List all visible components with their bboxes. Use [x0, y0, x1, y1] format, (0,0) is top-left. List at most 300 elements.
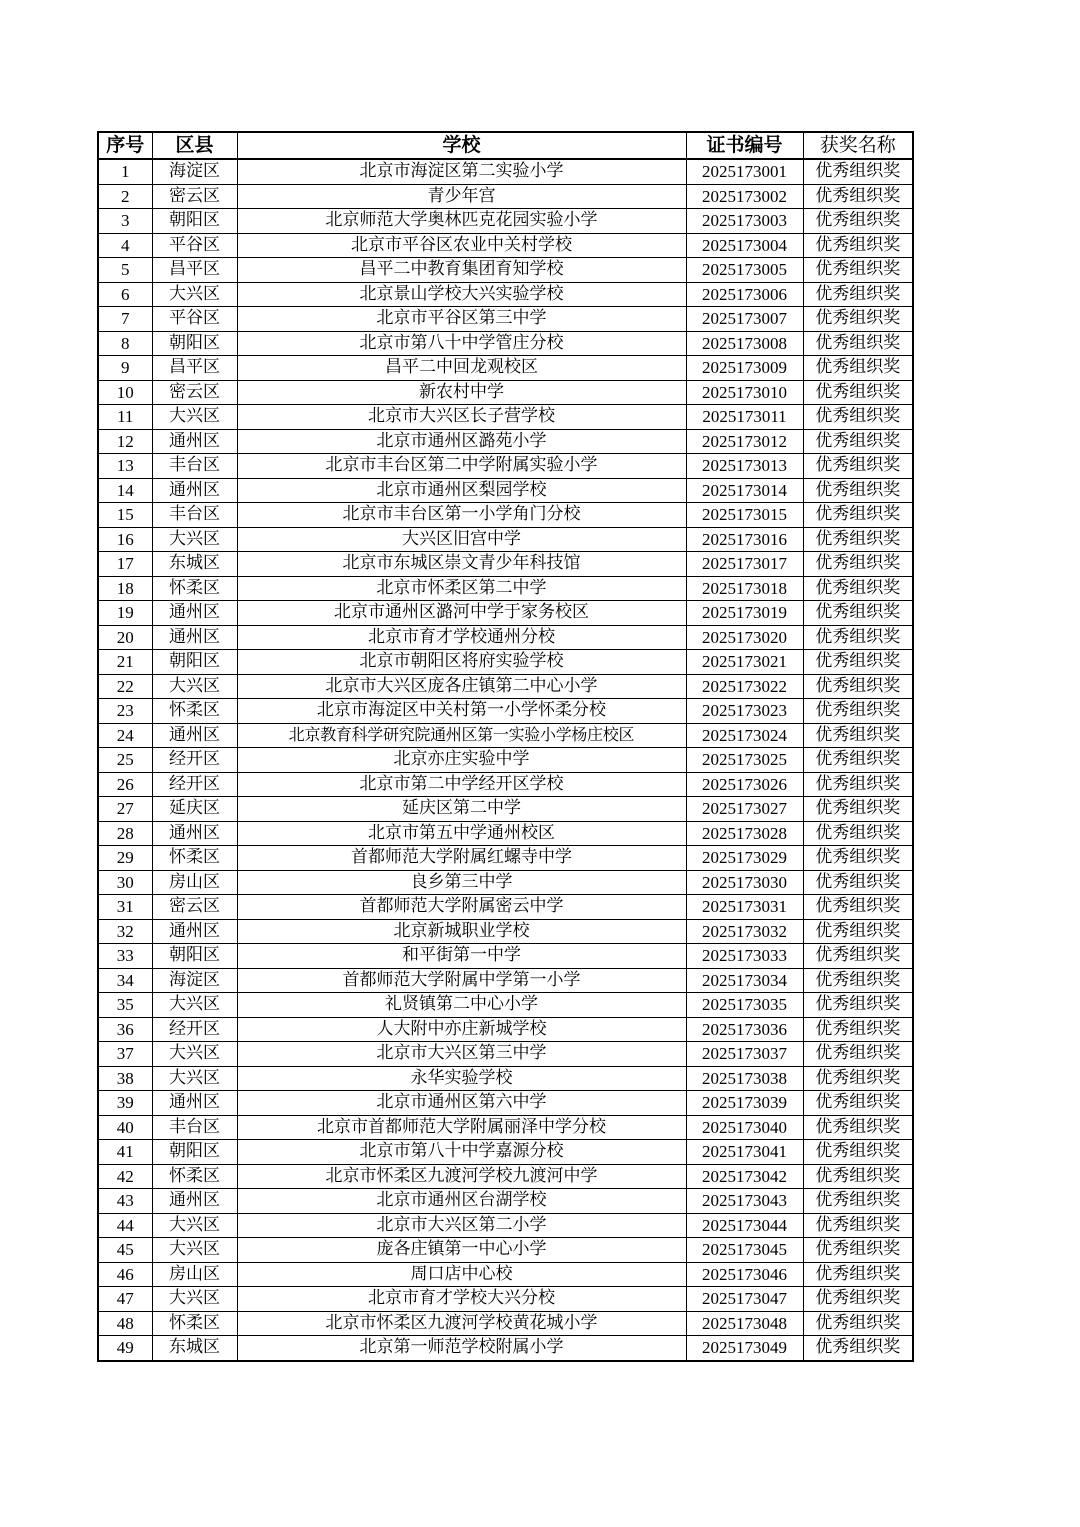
table-row — [98, 405, 913, 430]
table-row — [98, 723, 913, 748]
table-cell-school: 北京市怀柔区九渡河学校九渡河中学 — [237, 1164, 686, 1189]
table-cell-school: 北京市育才学校大兴分校 — [237, 1287, 686, 1312]
table-cell-district: 丰台区 — [152, 503, 237, 528]
table-row — [98, 233, 913, 258]
table-cell-award: 优秀组织奖 — [803, 282, 913, 307]
table-cell-school: 周口店中心校 — [237, 1262, 686, 1287]
table-cell-school: 延庆区第二中学 — [237, 797, 686, 822]
header-district: 区县 — [152, 132, 237, 159]
table-cell-award: 优秀组织奖 — [803, 1115, 913, 1140]
table-row — [98, 1091, 913, 1116]
table-cell-certificate: 2025173015 — [686, 503, 803, 528]
table-cell-school: 首都师范大学附属密云中学 — [237, 895, 686, 920]
table-cell-district: 大兴区 — [152, 527, 237, 552]
table-row — [98, 209, 913, 234]
table-cell-index: 37 — [98, 1042, 152, 1067]
table-cell-certificate: 2025173036 — [686, 1017, 803, 1042]
table-cell-district: 通州区 — [152, 601, 237, 626]
table-cell-award: 优秀组织奖 — [803, 650, 913, 675]
table-cell-award: 优秀组织奖 — [803, 527, 913, 552]
table-row — [98, 454, 913, 479]
table-cell-award: 优秀组织奖 — [803, 870, 913, 895]
table-cell-certificate: 2025173013 — [686, 454, 803, 479]
table-cell-award: 优秀组织奖 — [803, 1336, 913, 1361]
table-cell-district: 经开区 — [152, 772, 237, 797]
award-table — [97, 131, 914, 1362]
table-cell-school: 北京市第八十中学管庄分校 — [237, 331, 686, 356]
table-cell-school: 永华实验学校 — [237, 1066, 686, 1091]
table-cell-index: 20 — [98, 625, 152, 650]
table-row — [98, 356, 913, 381]
table-cell-district: 通州区 — [152, 429, 237, 454]
table-cell-certificate: 2025173047 — [686, 1287, 803, 1312]
table-cell-award: 优秀组织奖 — [803, 748, 913, 773]
table-row — [98, 429, 913, 454]
table-row — [98, 331, 913, 356]
table-row — [98, 159, 913, 184]
table-cell-award: 优秀组织奖 — [803, 1140, 913, 1165]
table-row — [98, 1238, 913, 1263]
table-cell-district: 大兴区 — [152, 282, 237, 307]
table-cell-school: 北京市通州区第六中学 — [237, 1091, 686, 1116]
table-row — [98, 552, 913, 577]
table-cell-award: 优秀组织奖 — [803, 159, 913, 184]
table-cell-certificate: 2025173003 — [686, 209, 803, 234]
table-cell-school: 新农村中学 — [237, 380, 686, 405]
table-row — [98, 772, 913, 797]
table-cell-award: 优秀组织奖 — [803, 968, 913, 993]
table-cell-district: 海淀区 — [152, 159, 237, 184]
table-cell-certificate: 2025173007 — [686, 307, 803, 332]
table-cell-certificate: 2025173029 — [686, 846, 803, 871]
table-cell-district: 通州区 — [152, 723, 237, 748]
table-cell-index: 42 — [98, 1164, 152, 1189]
table-cell-school: 北京第一师范学校附属小学 — [237, 1336, 686, 1361]
table-cell-index: 12 — [98, 429, 152, 454]
table-cell-index: 13 — [98, 454, 152, 479]
table-cell-award: 优秀组织奖 — [803, 233, 913, 258]
table-cell-index: 44 — [98, 1213, 152, 1238]
table-cell-school: 北京市通州区台湖学校 — [237, 1189, 686, 1214]
table-cell-index: 32 — [98, 919, 152, 944]
table-cell-school: 北京市海淀区第二实验小学 — [237, 159, 686, 184]
table-cell-certificate: 2025173010 — [686, 380, 803, 405]
table-cell-award: 优秀组织奖 — [803, 356, 913, 381]
table-cell-school: 北京市第二中学经开区学校 — [237, 772, 686, 797]
table-cell-index: 21 — [98, 650, 152, 675]
table-cell-award: 优秀组织奖 — [803, 1042, 913, 1067]
table-row — [98, 797, 913, 822]
table-cell-award: 优秀组织奖 — [803, 993, 913, 1018]
table-cell-award: 优秀组织奖 — [803, 552, 913, 577]
table-cell-school: 首都师范大学附属中学第一小学 — [237, 968, 686, 993]
table-cell-index: 46 — [98, 1262, 152, 1287]
table-cell-index: 8 — [98, 331, 152, 356]
table-row — [98, 258, 913, 283]
table-cell-school: 北京市平谷区第三中学 — [237, 307, 686, 332]
table-cell-certificate: 2025173011 — [686, 405, 803, 430]
table-cell-certificate: 2025173042 — [686, 1164, 803, 1189]
table-cell-index: 45 — [98, 1238, 152, 1263]
table-cell-school: 北京亦庄实验中学 — [237, 748, 686, 773]
table-row — [98, 1066, 913, 1091]
table-row — [98, 576, 913, 601]
table-cell-index: 25 — [98, 748, 152, 773]
table-cell-certificate: 2025173023 — [686, 699, 803, 724]
table-cell-award: 优秀组织奖 — [803, 380, 913, 405]
table-row — [98, 1262, 913, 1287]
table-cell-district: 朝阳区 — [152, 650, 237, 675]
table-cell-index: 22 — [98, 674, 152, 699]
table-cell-award: 优秀组织奖 — [803, 944, 913, 969]
table-cell-school: 首都师范大学附属红螺寺中学 — [237, 846, 686, 871]
table-cell-school: 青少年宫 — [237, 184, 686, 209]
table-cell-school: 良乡第三中学 — [237, 870, 686, 895]
table-cell-certificate: 2025173018 — [686, 576, 803, 601]
table-cell-certificate: 2025173031 — [686, 895, 803, 920]
table-cell-award: 优秀组织奖 — [803, 576, 913, 601]
table-cell-index: 29 — [98, 846, 152, 871]
table-cell-index: 15 — [98, 503, 152, 528]
table-cell-certificate: 2025173033 — [686, 944, 803, 969]
table-cell-certificate: 2025173012 — [686, 429, 803, 454]
table-row — [98, 1336, 913, 1361]
table-cell-district: 经开区 — [152, 748, 237, 773]
table-row — [98, 1140, 913, 1165]
table-cell-school: 昌平二中教育集团育知学校 — [237, 258, 686, 283]
table-cell-certificate: 2025173019 — [686, 601, 803, 626]
table-cell-certificate: 2025173021 — [686, 650, 803, 675]
table-cell-award: 优秀组织奖 — [803, 1164, 913, 1189]
table-cell-award: 优秀组织奖 — [803, 184, 913, 209]
table-cell-school: 北京市平谷区农业中关村学校 — [237, 233, 686, 258]
table-cell-award: 优秀组织奖 — [803, 625, 913, 650]
table-cell-school: 北京市大兴区第二小学 — [237, 1213, 686, 1238]
table-cell-district: 丰台区 — [152, 454, 237, 479]
table-cell-certificate: 2025173030 — [686, 870, 803, 895]
table-row — [98, 968, 913, 993]
table-cell-index: 16 — [98, 527, 152, 552]
header-index: 序号 — [98, 132, 152, 159]
table-cell-district: 通州区 — [152, 625, 237, 650]
table-cell-district: 朝阳区 — [152, 331, 237, 356]
table-row — [98, 846, 913, 871]
table-cell-certificate: 2025173040 — [686, 1115, 803, 1140]
table-cell-award: 优秀组织奖 — [803, 772, 913, 797]
table-row — [98, 1287, 913, 1312]
table-cell-award: 优秀组织奖 — [803, 429, 913, 454]
table-cell-index: 48 — [98, 1311, 152, 1336]
table-cell-certificate: 2025173046 — [686, 1262, 803, 1287]
table-cell-district: 密云区 — [152, 184, 237, 209]
table-row — [98, 601, 913, 626]
table-cell-certificate: 2025173039 — [686, 1091, 803, 1116]
table-cell-award: 优秀组织奖 — [803, 307, 913, 332]
table-cell-school: 北京市通州区梨园学校 — [237, 478, 686, 503]
table-cell-certificate: 2025173006 — [686, 282, 803, 307]
table-cell-index: 1 — [98, 159, 152, 184]
table-cell-award: 优秀组织奖 — [803, 674, 913, 699]
table-row — [98, 748, 913, 773]
table-cell-award: 优秀组织奖 — [803, 821, 913, 846]
table-cell-index: 19 — [98, 601, 152, 626]
table-cell-district: 怀柔区 — [152, 1164, 237, 1189]
table-cell-certificate: 2025173035 — [686, 993, 803, 1018]
table-cell-school: 北京市大兴区长子营学校 — [237, 405, 686, 430]
table-row — [98, 944, 913, 969]
table-cell-index: 10 — [98, 380, 152, 405]
table-cell-district: 通州区 — [152, 1091, 237, 1116]
table-cell-certificate: 2025173038 — [686, 1066, 803, 1091]
table-cell-index: 47 — [98, 1287, 152, 1312]
table-cell-index: 31 — [98, 895, 152, 920]
table-cell-district: 通州区 — [152, 1189, 237, 1214]
table-cell-index: 39 — [98, 1091, 152, 1116]
table-row — [98, 699, 913, 724]
table-cell-index: 17 — [98, 552, 152, 577]
table-cell-district: 密云区 — [152, 380, 237, 405]
table-row — [98, 1042, 913, 1067]
table-cell-certificate: 2025173024 — [686, 723, 803, 748]
table-cell-district: 朝阳区 — [152, 944, 237, 969]
table-cell-award: 优秀组织奖 — [803, 1017, 913, 1042]
table-cell-award: 优秀组织奖 — [803, 699, 913, 724]
table-cell-school: 北京景山学校大兴实验学校 — [237, 282, 686, 307]
table-cell-certificate: 2025173026 — [686, 772, 803, 797]
table-cell-index: 4 — [98, 233, 152, 258]
table-cell-index: 5 — [98, 258, 152, 283]
table-row — [98, 1189, 913, 1214]
table-cell-school: 和平街第一中学 — [237, 944, 686, 969]
table-cell-index: 23 — [98, 699, 152, 724]
table-cell-index: 24 — [98, 723, 152, 748]
table-cell-certificate: 2025173045 — [686, 1238, 803, 1263]
table-cell-certificate: 2025173048 — [686, 1311, 803, 1336]
table-row — [98, 478, 913, 503]
table-cell-award: 优秀组织奖 — [803, 846, 913, 871]
table-cell-award: 优秀组织奖 — [803, 1189, 913, 1214]
table-cell-district: 通州区 — [152, 821, 237, 846]
table-cell-index: 30 — [98, 870, 152, 895]
table-row — [98, 625, 913, 650]
table-cell-district: 大兴区 — [152, 674, 237, 699]
table-cell-school: 北京市怀柔区九渡河学校黄花城小学 — [237, 1311, 686, 1336]
table-cell-district: 房山区 — [152, 1262, 237, 1287]
table-cell-certificate: 2025173014 — [686, 478, 803, 503]
table-cell-award: 优秀组织奖 — [803, 1238, 913, 1263]
table-cell-award: 优秀组织奖 — [803, 797, 913, 822]
table-cell-certificate: 2025173032 — [686, 919, 803, 944]
table-cell-index: 36 — [98, 1017, 152, 1042]
table-cell-school: 礼贤镇第二中心小学 — [237, 993, 686, 1018]
table-row — [98, 1164, 913, 1189]
table-cell-index: 49 — [98, 1336, 152, 1361]
table-cell-certificate: 2025173027 — [686, 797, 803, 822]
table-header-row — [98, 132, 913, 159]
table-cell-index: 35 — [98, 993, 152, 1018]
table-cell-district: 平谷区 — [152, 233, 237, 258]
table-row — [98, 650, 913, 675]
table-cell-award: 优秀组织奖 — [803, 895, 913, 920]
table-cell-index: 43 — [98, 1189, 152, 1214]
table-cell-index: 9 — [98, 356, 152, 381]
table-cell-district: 通州区 — [152, 478, 237, 503]
table-cell-school: 北京市第五中学通州校区 — [237, 821, 686, 846]
table-cell-school: 庞各庄镇第一中心小学 — [237, 1238, 686, 1263]
table-cell-certificate: 2025173025 — [686, 748, 803, 773]
table-cell-district: 延庆区 — [152, 797, 237, 822]
table-row — [98, 527, 913, 552]
table-cell-certificate: 2025173017 — [686, 552, 803, 577]
table-row — [98, 919, 913, 944]
table-cell-school: 北京市大兴区庞各庄镇第二中心小学 — [237, 674, 686, 699]
table-row — [98, 674, 913, 699]
table-cell-award: 优秀组织奖 — [803, 1066, 913, 1091]
table-cell-district: 东城区 — [152, 1336, 237, 1361]
table-cell-school: 北京教育科学研究院通州区第一实验小学杨庄校区 — [237, 723, 686, 748]
table-row — [98, 307, 913, 332]
table-cell-district: 海淀区 — [152, 968, 237, 993]
table-cell-certificate: 2025173004 — [686, 233, 803, 258]
table-cell-certificate: 2025173022 — [686, 674, 803, 699]
table-cell-school: 北京新城职业学校 — [237, 919, 686, 944]
table-cell-certificate: 2025173016 — [686, 527, 803, 552]
table-cell-district: 昌平区 — [152, 258, 237, 283]
table-row — [98, 993, 913, 1018]
table-cell-award: 优秀组织奖 — [803, 1311, 913, 1336]
table-cell-index: 27 — [98, 797, 152, 822]
table-cell-school: 大兴区旧宫中学 — [237, 527, 686, 552]
table-cell-certificate: 2025173005 — [686, 258, 803, 283]
table-cell-certificate: 2025173028 — [686, 821, 803, 846]
table-cell-award: 优秀组织奖 — [803, 331, 913, 356]
table-cell-school: 北京市丰台区第一小学角门分校 — [237, 503, 686, 528]
table-cell-index: 3 — [98, 209, 152, 234]
header-school: 学校 — [237, 132, 686, 159]
table-cell-district: 朝阳区 — [152, 209, 237, 234]
table-row — [98, 895, 913, 920]
table-row — [98, 821, 913, 846]
table-row — [98, 503, 913, 528]
table-cell-district: 怀柔区 — [152, 846, 237, 871]
table-cell-index: 38 — [98, 1066, 152, 1091]
header-certificate-number: 证书编号 — [686, 132, 803, 159]
table-cell-index: 6 — [98, 282, 152, 307]
table-cell-index: 11 — [98, 405, 152, 430]
table-cell-award: 优秀组织奖 — [803, 1213, 913, 1238]
table-row — [98, 1017, 913, 1042]
table-cell-school: 北京市通州区潞河中学于家务校区 — [237, 601, 686, 626]
table-cell-district: 通州区 — [152, 919, 237, 944]
table-cell-district: 密云区 — [152, 895, 237, 920]
table-cell-district: 大兴区 — [152, 1238, 237, 1263]
table-cell-award: 优秀组织奖 — [803, 258, 913, 283]
table-cell-certificate: 2025173020 — [686, 625, 803, 650]
table-cell-award: 优秀组织奖 — [803, 209, 913, 234]
table-cell-school: 北京市首都师范大学附属丽泽中学分校 — [237, 1115, 686, 1140]
table-cell-school: 北京市东城区崇文青少年科技馆 — [237, 552, 686, 577]
table-cell-certificate: 2025173034 — [686, 968, 803, 993]
table-cell-school: 昌平二中回龙观校区 — [237, 356, 686, 381]
table-cell-index: 7 — [98, 307, 152, 332]
table-cell-index: 41 — [98, 1140, 152, 1165]
table-cell-school: 北京市丰台区第二中学附属实验小学 — [237, 454, 686, 479]
table-cell-award: 优秀组织奖 — [803, 1091, 913, 1116]
table-cell-index: 34 — [98, 968, 152, 993]
table-cell-school: 北京市大兴区第三中学 — [237, 1042, 686, 1067]
table-cell-district: 朝阳区 — [152, 1140, 237, 1165]
table-cell-award: 优秀组织奖 — [803, 723, 913, 748]
table-cell-certificate: 2025173001 — [686, 159, 803, 184]
table-cell-district: 大兴区 — [152, 993, 237, 1018]
table-cell-district: 怀柔区 — [152, 576, 237, 601]
table-row — [98, 282, 913, 307]
table-cell-school: 北京市海淀区中关村第一小学怀柔分校 — [237, 699, 686, 724]
table-cell-award: 优秀组织奖 — [803, 919, 913, 944]
table-cell-award: 优秀组织奖 — [803, 478, 913, 503]
table-row — [98, 1213, 913, 1238]
table-cell-district: 怀柔区 — [152, 1311, 237, 1336]
table-cell-certificate: 2025173008 — [686, 331, 803, 356]
table-cell-award: 优秀组织奖 — [803, 454, 913, 479]
table-cell-district: 大兴区 — [152, 1213, 237, 1238]
table-cell-certificate: 2025173049 — [686, 1336, 803, 1361]
table-cell-certificate: 2025173044 — [686, 1213, 803, 1238]
table-cell-certificate: 2025173002 — [686, 184, 803, 209]
header-award-name: 获奖名称 — [803, 132, 913, 159]
table-cell-school: 人大附中亦庄新城学校 — [237, 1017, 686, 1042]
table-cell-district: 大兴区 — [152, 1066, 237, 1091]
table-cell-school: 北京市育才学校通州分校 — [237, 625, 686, 650]
table-cell-district: 平谷区 — [152, 307, 237, 332]
table-cell-district: 大兴区 — [152, 1042, 237, 1067]
table-cell-school: 北京市怀柔区第二中学 — [237, 576, 686, 601]
table-row — [98, 870, 913, 895]
table-body — [98, 159, 913, 1361]
table-cell-award: 优秀组织奖 — [803, 405, 913, 430]
table-row — [98, 1311, 913, 1336]
table-cell-district: 怀柔区 — [152, 699, 237, 724]
table-row — [98, 1115, 913, 1140]
table-cell-award: 优秀组织奖 — [803, 503, 913, 528]
table-cell-index: 28 — [98, 821, 152, 846]
table-cell-school: 北京市第八十中学嘉源分校 — [237, 1140, 686, 1165]
table-cell-district: 大兴区 — [152, 1287, 237, 1312]
table-cell-school: 北京市朝阳区将府实验学校 — [237, 650, 686, 675]
table-cell-index: 33 — [98, 944, 152, 969]
table-cell-certificate: 2025173009 — [686, 356, 803, 381]
table-cell-district: 经开区 — [152, 1017, 237, 1042]
table-cell-award: 优秀组织奖 — [803, 601, 913, 626]
table-row — [98, 380, 913, 405]
table-cell-certificate: 2025173043 — [686, 1189, 803, 1214]
table-cell-district: 房山区 — [152, 870, 237, 895]
table-cell-index: 18 — [98, 576, 152, 601]
table-cell-index: 26 — [98, 772, 152, 797]
table-cell-certificate: 2025173041 — [686, 1140, 803, 1165]
table-cell-certificate: 2025173037 — [686, 1042, 803, 1067]
table-row — [98, 184, 913, 209]
table-cell-district: 东城区 — [152, 552, 237, 577]
table-cell-index: 40 — [98, 1115, 152, 1140]
table-cell-award: 优秀组织奖 — [803, 1262, 913, 1287]
table-cell-index: 14 — [98, 478, 152, 503]
table-cell-index: 2 — [98, 184, 152, 209]
table-cell-award: 优秀组织奖 — [803, 1287, 913, 1312]
table-cell-school: 北京师范大学奥林匹克花园实验小学 — [237, 209, 686, 234]
table-cell-district: 大兴区 — [152, 405, 237, 430]
table-cell-school: 北京市通州区潞苑小学 — [237, 429, 686, 454]
